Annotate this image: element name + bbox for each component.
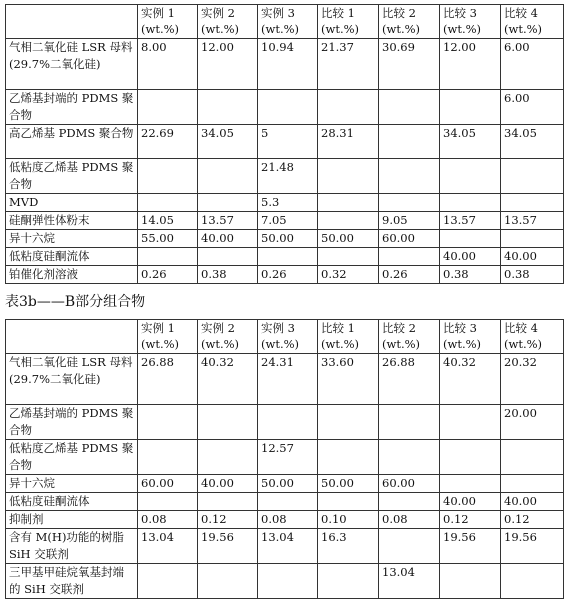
value-cell: 0.08 <box>138 511 198 529</box>
table-row <box>6 475 564 493</box>
value-cell <box>318 248 379 266</box>
value-cell: 24.31 <box>258 354 318 405</box>
column-header: 实例 3 (wt.%) <box>258 320 318 354</box>
value-cell: 60.00 <box>379 475 440 493</box>
value-cell: 10.94 <box>258 39 318 90</box>
value-cell: 13.57 <box>501 212 564 230</box>
value-cell: 55.00 <box>138 230 198 248</box>
header-row <box>6 320 564 354</box>
component-name-cell: 乙烯基封端的 PDMS 聚合物 <box>6 405 138 440</box>
table-row <box>6 511 564 529</box>
part-a-header <box>6 5 564 39</box>
value-cell: 21.37 <box>318 39 379 90</box>
value-cell <box>440 194 501 212</box>
value-cell: 0.10 <box>318 511 379 529</box>
value-cell <box>440 230 501 248</box>
value-cell <box>379 248 440 266</box>
value-cell <box>138 90 198 125</box>
value-cell: 50.00 <box>318 475 379 493</box>
part-a-table <box>5 4 564 284</box>
value-cell <box>198 564 258 599</box>
value-cell: 13.04 <box>258 529 318 564</box>
value-cell <box>318 194 379 212</box>
value-cell: 19.56 <box>440 529 501 564</box>
value-cell <box>379 194 440 212</box>
value-cell: 40.32 <box>198 354 258 405</box>
value-cell <box>198 194 258 212</box>
part-b-caption: 表3b——B部分组合物 <box>5 294 146 310</box>
value-cell <box>318 159 379 194</box>
value-cell: 0.38 <box>198 266 258 284</box>
component-name-cell: 三甲基甲硅烷氧基封端的 SiH 交联剂 <box>6 564 138 599</box>
value-cell <box>198 248 258 266</box>
table-row <box>6 564 564 599</box>
value-cell <box>318 564 379 599</box>
value-cell <box>198 440 258 475</box>
table-row <box>6 230 564 248</box>
value-cell <box>501 159 564 194</box>
value-cell: 7.05 <box>258 212 318 230</box>
value-cell: 50.00 <box>258 475 318 493</box>
value-cell <box>379 493 440 511</box>
header-row <box>6 5 564 39</box>
column-header: 比较 2 (wt.%) <box>379 320 440 354</box>
value-cell: 33.60 <box>318 354 379 405</box>
value-cell <box>379 440 440 475</box>
value-cell <box>501 475 564 493</box>
value-cell: 0.38 <box>440 266 501 284</box>
table-row <box>6 212 564 230</box>
value-cell <box>379 90 440 125</box>
value-cell: 40.00 <box>501 493 564 511</box>
table-row <box>6 39 564 90</box>
value-cell: 0.26 <box>258 266 318 284</box>
value-cell <box>501 564 564 599</box>
value-cell <box>258 90 318 125</box>
table-row <box>6 125 564 159</box>
table-row <box>6 90 564 125</box>
table-row <box>6 493 564 511</box>
value-cell: 6.00 <box>501 90 564 125</box>
value-cell <box>258 405 318 440</box>
value-cell: 50.00 <box>318 230 379 248</box>
part-b-body <box>6 354 564 599</box>
component-name-cell: 低粘度硅酮流体 <box>6 493 138 511</box>
value-cell <box>440 90 501 125</box>
value-cell: 34.05 <box>440 125 501 159</box>
value-cell <box>138 564 198 599</box>
value-cell <box>138 159 198 194</box>
header-corner-cell <box>6 5 138 39</box>
column-header: 比较 3 (wt.%) <box>440 5 501 39</box>
header-corner-cell <box>6 320 138 354</box>
value-cell <box>138 194 198 212</box>
value-cell: 20.32 <box>501 354 564 405</box>
value-cell: 13.57 <box>440 212 501 230</box>
component-name-cell: 气相二氧化硅 LSR 母料(29.7%二氧化硅) <box>6 39 138 90</box>
value-cell: 60.00 <box>379 230 440 248</box>
value-cell <box>379 159 440 194</box>
value-cell: 12.57 <box>258 440 318 475</box>
value-cell <box>258 493 318 511</box>
value-cell: 0.38 <box>501 266 564 284</box>
value-cell <box>138 440 198 475</box>
value-cell: 0.12 <box>440 511 501 529</box>
value-cell: 0.08 <box>379 511 440 529</box>
value-cell <box>379 529 440 564</box>
column-header: 比较 1 (wt.%) <box>318 320 379 354</box>
value-cell: 19.56 <box>198 529 258 564</box>
value-cell: 5.3 <box>258 194 318 212</box>
value-cell: 9.05 <box>379 212 440 230</box>
table-row <box>6 266 564 284</box>
table-row <box>6 248 564 266</box>
table-row <box>6 405 564 440</box>
value-cell: 40.00 <box>501 248 564 266</box>
value-cell: 20.00 <box>501 405 564 440</box>
value-cell <box>318 212 379 230</box>
component-name-cell: 异十六烷 <box>6 475 138 493</box>
table-row <box>6 440 564 475</box>
value-cell <box>440 440 501 475</box>
table-row <box>6 159 564 194</box>
component-name-cell: 低粘度乙烯基 PDMS 聚合物 <box>6 440 138 475</box>
column-header: 实例 1 (wt.%) <box>138 5 198 39</box>
value-cell: 12.00 <box>198 39 258 90</box>
value-cell: 6.00 <box>501 39 564 90</box>
value-cell: 12.00 <box>440 39 501 90</box>
part-b-header <box>6 320 564 354</box>
value-cell: 40.00 <box>440 248 501 266</box>
component-name-cell: 低粘度硅酮流体 <box>6 248 138 266</box>
value-cell: 60.00 <box>138 475 198 493</box>
value-cell: 5 <box>258 125 318 159</box>
value-cell: 0.08 <box>258 511 318 529</box>
value-cell <box>138 493 198 511</box>
table-row <box>6 354 564 405</box>
value-cell: 34.05 <box>198 125 258 159</box>
component-name-cell: 硅酮弹性体粉末 <box>6 212 138 230</box>
value-cell: 21.48 <box>258 159 318 194</box>
value-cell: 0.12 <box>198 511 258 529</box>
value-cell: 22.69 <box>138 125 198 159</box>
value-cell: 40.00 <box>440 493 501 511</box>
value-cell: 0.12 <box>501 511 564 529</box>
column-header: 比较 4 (wt.%) <box>501 320 564 354</box>
value-cell: 13.04 <box>138 529 198 564</box>
column-header: 比较 3 (wt.%) <box>440 320 501 354</box>
value-cell: 26.88 <box>138 354 198 405</box>
value-cell: 34.05 <box>501 125 564 159</box>
component-name-cell: 气相二氧化硅 LSR 母料(29.7%二氧化硅) <box>6 354 138 405</box>
value-cell: 26.88 <box>379 354 440 405</box>
value-cell <box>258 564 318 599</box>
value-cell <box>318 440 379 475</box>
component-name-cell: 高乙烯基 PDMS 聚合物 <box>6 125 138 159</box>
table-row <box>6 194 564 212</box>
value-cell: 0.26 <box>379 266 440 284</box>
component-name-cell: 含有 M(H)功能的树脂 SiH 交联剂 <box>6 529 138 564</box>
value-cell: 40.00 <box>198 230 258 248</box>
value-cell <box>318 405 379 440</box>
value-cell <box>138 405 198 440</box>
part-b-table <box>5 319 564 599</box>
value-cell: 16.3 <box>318 529 379 564</box>
value-cell <box>379 125 440 159</box>
value-cell <box>440 405 501 440</box>
value-cell <box>440 564 501 599</box>
column-header: 实例 3 (wt.%) <box>258 5 318 39</box>
value-cell <box>440 159 501 194</box>
value-cell <box>198 90 258 125</box>
component-name-cell: 抑制剂 <box>6 511 138 529</box>
component-name-cell: 乙烯基封端的 PDMS 聚合物 <box>6 90 138 125</box>
value-cell <box>501 194 564 212</box>
value-cell: 28.31 <box>318 125 379 159</box>
column-header: 比较 1 (wt.%) <box>318 5 379 39</box>
value-cell: 30.69 <box>379 39 440 90</box>
column-header: 实例 1 (wt.%) <box>138 320 198 354</box>
value-cell <box>501 230 564 248</box>
value-cell <box>440 475 501 493</box>
value-cell: 40.00 <box>198 475 258 493</box>
value-cell <box>318 493 379 511</box>
value-cell <box>318 90 379 125</box>
value-cell: 19.56 <box>501 529 564 564</box>
component-name-cell: 低粘度乙烯基 PDMS 聚合物 <box>6 159 138 194</box>
part-a-body <box>6 39 564 284</box>
value-cell: 40.32 <box>440 354 501 405</box>
column-header: 比较 4 (wt.%) <box>501 5 564 39</box>
value-cell <box>258 248 318 266</box>
column-header: 比较 2 (wt.%) <box>379 5 440 39</box>
column-header: 实例 2 (wt.%) <box>198 5 258 39</box>
value-cell: 13.57 <box>198 212 258 230</box>
component-name-cell: 异十六烷 <box>6 230 138 248</box>
component-name-cell: 铂催化剂溶液 <box>6 266 138 284</box>
value-cell <box>501 440 564 475</box>
value-cell: 8.00 <box>138 39 198 90</box>
table-row <box>6 529 564 564</box>
value-cell <box>198 159 258 194</box>
value-cell: 0.26 <box>138 266 198 284</box>
value-cell <box>198 493 258 511</box>
value-cell <box>198 405 258 440</box>
value-cell: 50.00 <box>258 230 318 248</box>
value-cell: 14.05 <box>138 212 198 230</box>
column-header: 实例 2 (wt.%) <box>198 320 258 354</box>
value-cell: 13.04 <box>379 564 440 599</box>
value-cell: 0.32 <box>318 266 379 284</box>
value-cell <box>379 405 440 440</box>
value-cell <box>138 248 198 266</box>
component-name-cell: MVD <box>6 194 138 212</box>
